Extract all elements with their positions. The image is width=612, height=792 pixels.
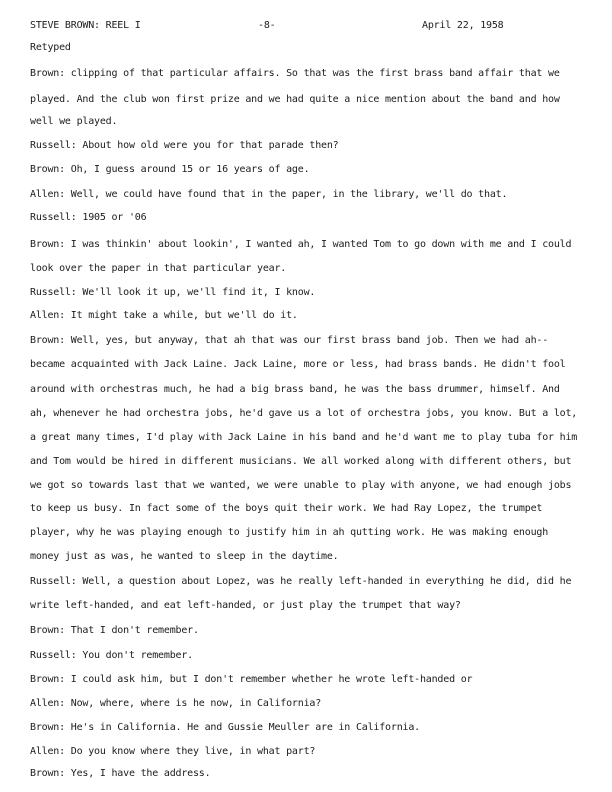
transcript-line: Brown: Well, yes, but anyway, that ah that was our first brass band job. Then we had ah-- (30, 335, 549, 346)
transcript-line: Brown: Yes, I have the address. (30, 768, 211, 779)
transcript-line: around with orchestras much, he had a big brass band, he was the bass drummer, himself. And (30, 384, 560, 395)
transcript-line: write left-handed, and eat left-handed, or just play the trumpet that way? (30, 600, 461, 611)
transcript-line: Brown: clipping of that particular affairs. So that was the first brass band affair that we (30, 68, 560, 79)
transcript-line: a great many times, I'd play with Jack Laine in his band and he'd want me to play tuba for him (30, 432, 578, 443)
transcript-line: Russell: About how old were you for that parade then? (30, 140, 339, 151)
transcript-line: Russell: We'll look it up, we'll find it, I know. (30, 287, 316, 298)
transcript-line: Russell: You don't remember. (30, 650, 193, 661)
transcript-line: look over the paper in that particular year. (30, 263, 287, 274)
transcript-line: Allen: It might take a while, but we'll do it. (30, 310, 298, 321)
transcript-line: Brown: Oh, I guess around 15 or 16 years of age. (30, 164, 310, 175)
transcript-line: to keep us busy. In fact some of the boys quit their work. We had Ray Lopez, the trumpet (30, 503, 543, 514)
transcript-line: became acquainted with Jack Laine. Jack Laine, more or less, had brass bands. He didn't fool (30, 359, 566, 370)
header-reel-title: STEVE BROWN: REEL I (30, 20, 141, 31)
transcript-line: Brown: I could ask him, but I don't remember whether he wrote left-handed or (30, 674, 473, 685)
transcript-line: Russell: 1905 or '06 (30, 212, 147, 223)
page-header (30, 20, 590, 36)
transcript-line: Allen: Well, we could have found that in the paper, in the library, we'll do that. (30, 189, 508, 200)
transcript-line: we got so towards last that we wanted, we were unable to play with anyone, we had enough jobs (30, 480, 572, 491)
transcript-line: Brown: That I don't remember. (30, 625, 199, 636)
transcript-line: ah, whenever he had orchestra jobs, he'd gave us a lot of orchestra jobs, you know. But a lot, (30, 408, 578, 419)
retyped-note: Retyped (30, 42, 71, 53)
transcript-line: well we played. (30, 116, 118, 127)
transcript-line: and Tom would be hired in different musicians. We all worked along with different others, but (30, 456, 572, 467)
transcript-line: Brown: I was thinkin' about lookin', I wanted ah, I wanted Tom to go down with me and I could (30, 239, 572, 250)
header-date: April 22, 1958 (422, 20, 504, 31)
transcript-line: money just as was, he wanted to sleep in the daytime. (30, 551, 339, 562)
page-number: -8- (258, 20, 276, 31)
transcript-line: Russell: Well, a question about Lopez, was he really left-handed in everything he did, did he (30, 576, 572, 587)
transcript-line: player, why he was playing enough to justify him in ah qutting work. He was making enough (30, 527, 549, 538)
transcript-line: Brown: He's in California. He and Gussie Meuller are in California. (30, 722, 420, 733)
transcript-line: Allen: Do you know where they live, in what part? (30, 746, 316, 757)
transcript-line: played. And the club won first prize and we had quite a nice mention about the band and how (30, 94, 560, 105)
transcript-line: Allen: Now, where, where is he now, in California? (30, 698, 322, 709)
